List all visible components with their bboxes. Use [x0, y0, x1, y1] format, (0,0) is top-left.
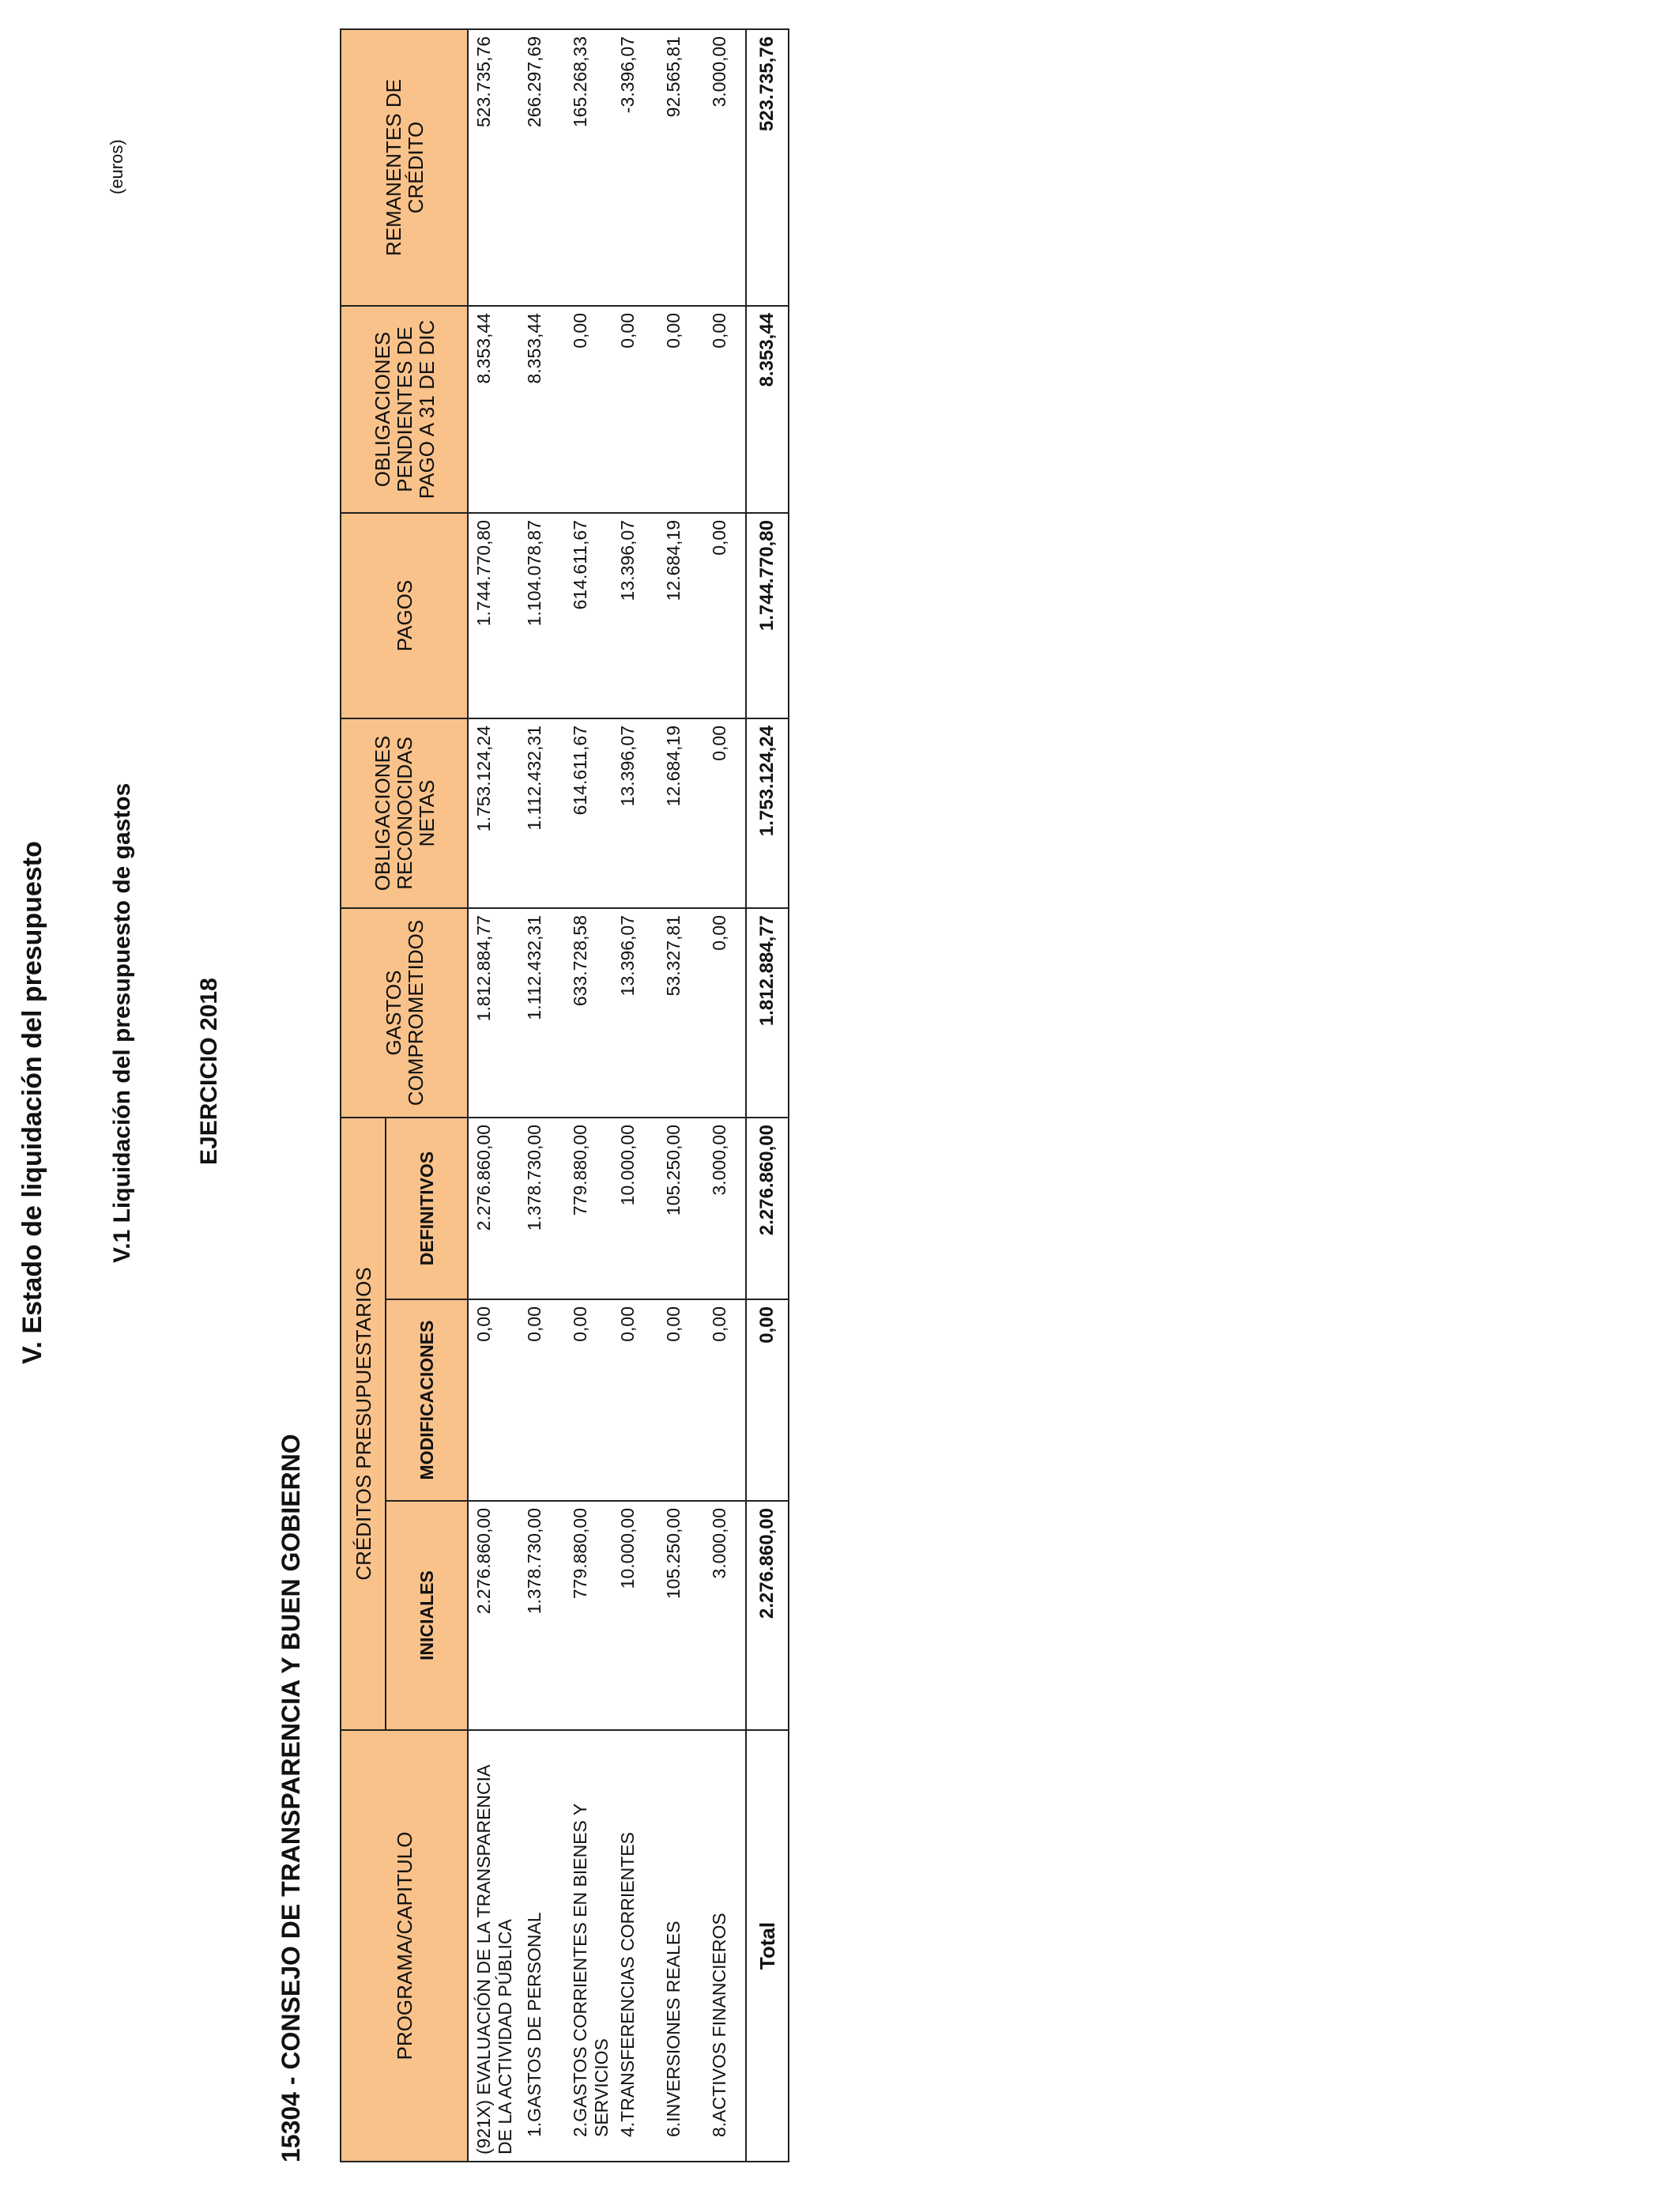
col-header-iniciales: INICIALES	[386, 1501, 468, 1730]
table-row	[612, 29, 658, 2162]
cell-obligaciones: 1.753.124,24	[468, 718, 519, 908]
cell-iniciales: 105.250,00	[658, 1501, 704, 1730]
cell-modificaciones: 0,00	[658, 1299, 704, 1501]
total-comprometidos: 1.812.884,77	[746, 908, 789, 1118]
col-header-obligaciones: OBLIGACIONES RECONOCIDAS NETAS	[341, 718, 468, 908]
col-header-programa: PROGRAMA/CAPITULO	[341, 1730, 468, 2162]
table-row	[565, 29, 612, 2162]
cell-comprometidos: 1.812.884,77	[468, 908, 519, 1118]
cell-pendientes: 8.353,44	[519, 306, 565, 513]
cell-pagos: 0,00	[704, 513, 746, 718]
cell-definitivos: 10.000,00	[612, 1118, 658, 1299]
total-obligaciones: 1.753.124,24	[746, 718, 789, 908]
cell-comprometidos: 0,00	[704, 908, 746, 1118]
cell-definitivos: 105.250,00	[658, 1118, 704, 1299]
col-header-pendientes: OBLIGACIONES PENDIENTES DE PAGO A 31 DE DIC	[341, 306, 468, 513]
cell-obligaciones: 12.684,19	[658, 718, 704, 908]
cell-iniciales: 10.000,00	[612, 1501, 658, 1730]
total-iniciales: 2.276.860,00	[746, 1501, 789, 1730]
total-pendientes: 8.353,44	[746, 306, 789, 513]
cell-remanentes: 3.000,00	[704, 29, 746, 306]
cell-pagos: 12.684,19	[658, 513, 704, 718]
total-remanentes: 523.735,76	[746, 29, 789, 306]
units-label: (euros)	[107, 139, 126, 194]
row-label: (921X) EVALUACIÓN DE LA TRANSPARENCIA DE LA ACTIVIDAD PÚBLICA	[468, 1730, 519, 2162]
cell-obligaciones: 1.112.432,31	[519, 718, 565, 908]
cell-modificaciones: 0,00	[519, 1299, 565, 1501]
total-definitivos: 2.276.860,00	[746, 1118, 789, 1299]
row-label: 6.INVERSIONES REALES	[658, 1730, 704, 2162]
table-row-total	[746, 29, 789, 2162]
col-header-definitivos: DEFINITIVOS	[386, 1118, 468, 1299]
entity-name: 15304 - CONSEJO DE TRANSPARENCIA Y BUEN GOBIERNO	[277, 1434, 305, 2162]
table-row-programa	[468, 29, 519, 2162]
cell-remanentes: 523.735,76	[468, 29, 519, 306]
cell-remanentes: 266.297,69	[519, 29, 565, 306]
report-title: V. Estado de liquidación del presupuesto	[17, 841, 47, 1364]
col-header-remanentes: REMANENTES DE CRÉDITO	[341, 29, 468, 306]
cell-pendientes: 8.353,44	[468, 306, 519, 513]
cell-comprometidos: 633.728,58	[565, 908, 612, 1118]
cell-pagos: 1.104.078,87	[519, 513, 565, 718]
cell-pendientes: 0,00	[704, 306, 746, 513]
exercise-year: EJERCICIO 2018	[196, 978, 222, 1165]
cell-pendientes: 0,00	[612, 306, 658, 513]
cell-comprometidos: 1.112.432,31	[519, 908, 565, 1118]
row-label: 8.ACTIVOS FINANCIEROS	[704, 1730, 746, 2162]
cell-modificaciones: 0,00	[704, 1299, 746, 1501]
budget-table	[340, 28, 789, 2162]
table-row	[658, 29, 704, 2162]
row-label: 2.GASTOS CORRIENTES EN BIENES Y SERVICIOS	[565, 1730, 612, 2162]
cell-modificaciones: 0,00	[612, 1299, 658, 1501]
report-subtitle: V.1 Liquidación del presupuesto de gastos	[109, 782, 135, 1263]
cell-iniciales: 2.276.860,00	[468, 1501, 519, 1730]
cell-definitivos: 1.378.730,00	[519, 1118, 565, 1299]
cell-definitivos: 3.000,00	[704, 1118, 746, 1299]
col-header-pagos: PAGOS	[341, 513, 468, 718]
total-modificaciones: 0,00	[746, 1299, 789, 1501]
col-header-comprometidos: GASTOS COMPROMETIDOS	[341, 908, 468, 1118]
cell-iniciales: 779.880,00	[565, 1501, 612, 1730]
cell-remanentes: -3.396,07	[612, 29, 658, 306]
cell-remanentes: 92.565,81	[658, 29, 704, 306]
cell-pendientes: 0,00	[565, 306, 612, 513]
table-row	[704, 29, 746, 2162]
cell-pendientes: 0,00	[658, 306, 704, 513]
cell-modificaciones: 0,00	[468, 1299, 519, 1501]
cell-definitivos: 779.880,00	[565, 1118, 612, 1299]
group-header-creditos: CRÉDITOS PRESUPUESTARIOS	[341, 1118, 386, 1730]
table-row	[519, 29, 565, 2162]
total-label: Total	[746, 1730, 789, 2162]
cell-iniciales: 1.378.730,00	[519, 1501, 565, 1730]
total-pagos: 1.744.770,80	[746, 513, 789, 718]
cell-obligaciones: 0,00	[704, 718, 746, 908]
col-header-modificaciones: MODIFICACIONES	[386, 1299, 468, 1501]
cell-remanentes: 165.268,33	[565, 29, 612, 306]
cell-pagos: 614.611,67	[565, 513, 612, 718]
cell-iniciales: 3.000,00	[704, 1501, 746, 1730]
cell-obligaciones: 614.611,67	[565, 718, 612, 908]
cell-modificaciones: 0,00	[565, 1299, 612, 1501]
cell-comprometidos: 53.327,81	[658, 908, 704, 1118]
cell-obligaciones: 13.396,07	[612, 718, 658, 908]
cell-pagos: 13.396,07	[612, 513, 658, 718]
cell-definitivos: 2.276.860,00	[468, 1118, 519, 1299]
row-label: 4.TRANSFERENCIAS CORRIENTES	[612, 1730, 658, 2162]
cell-pagos: 1.744.770,80	[468, 513, 519, 718]
cell-comprometidos: 13.396,07	[612, 908, 658, 1118]
row-label: 1.GASTOS DE PERSONAL	[519, 1730, 565, 2162]
